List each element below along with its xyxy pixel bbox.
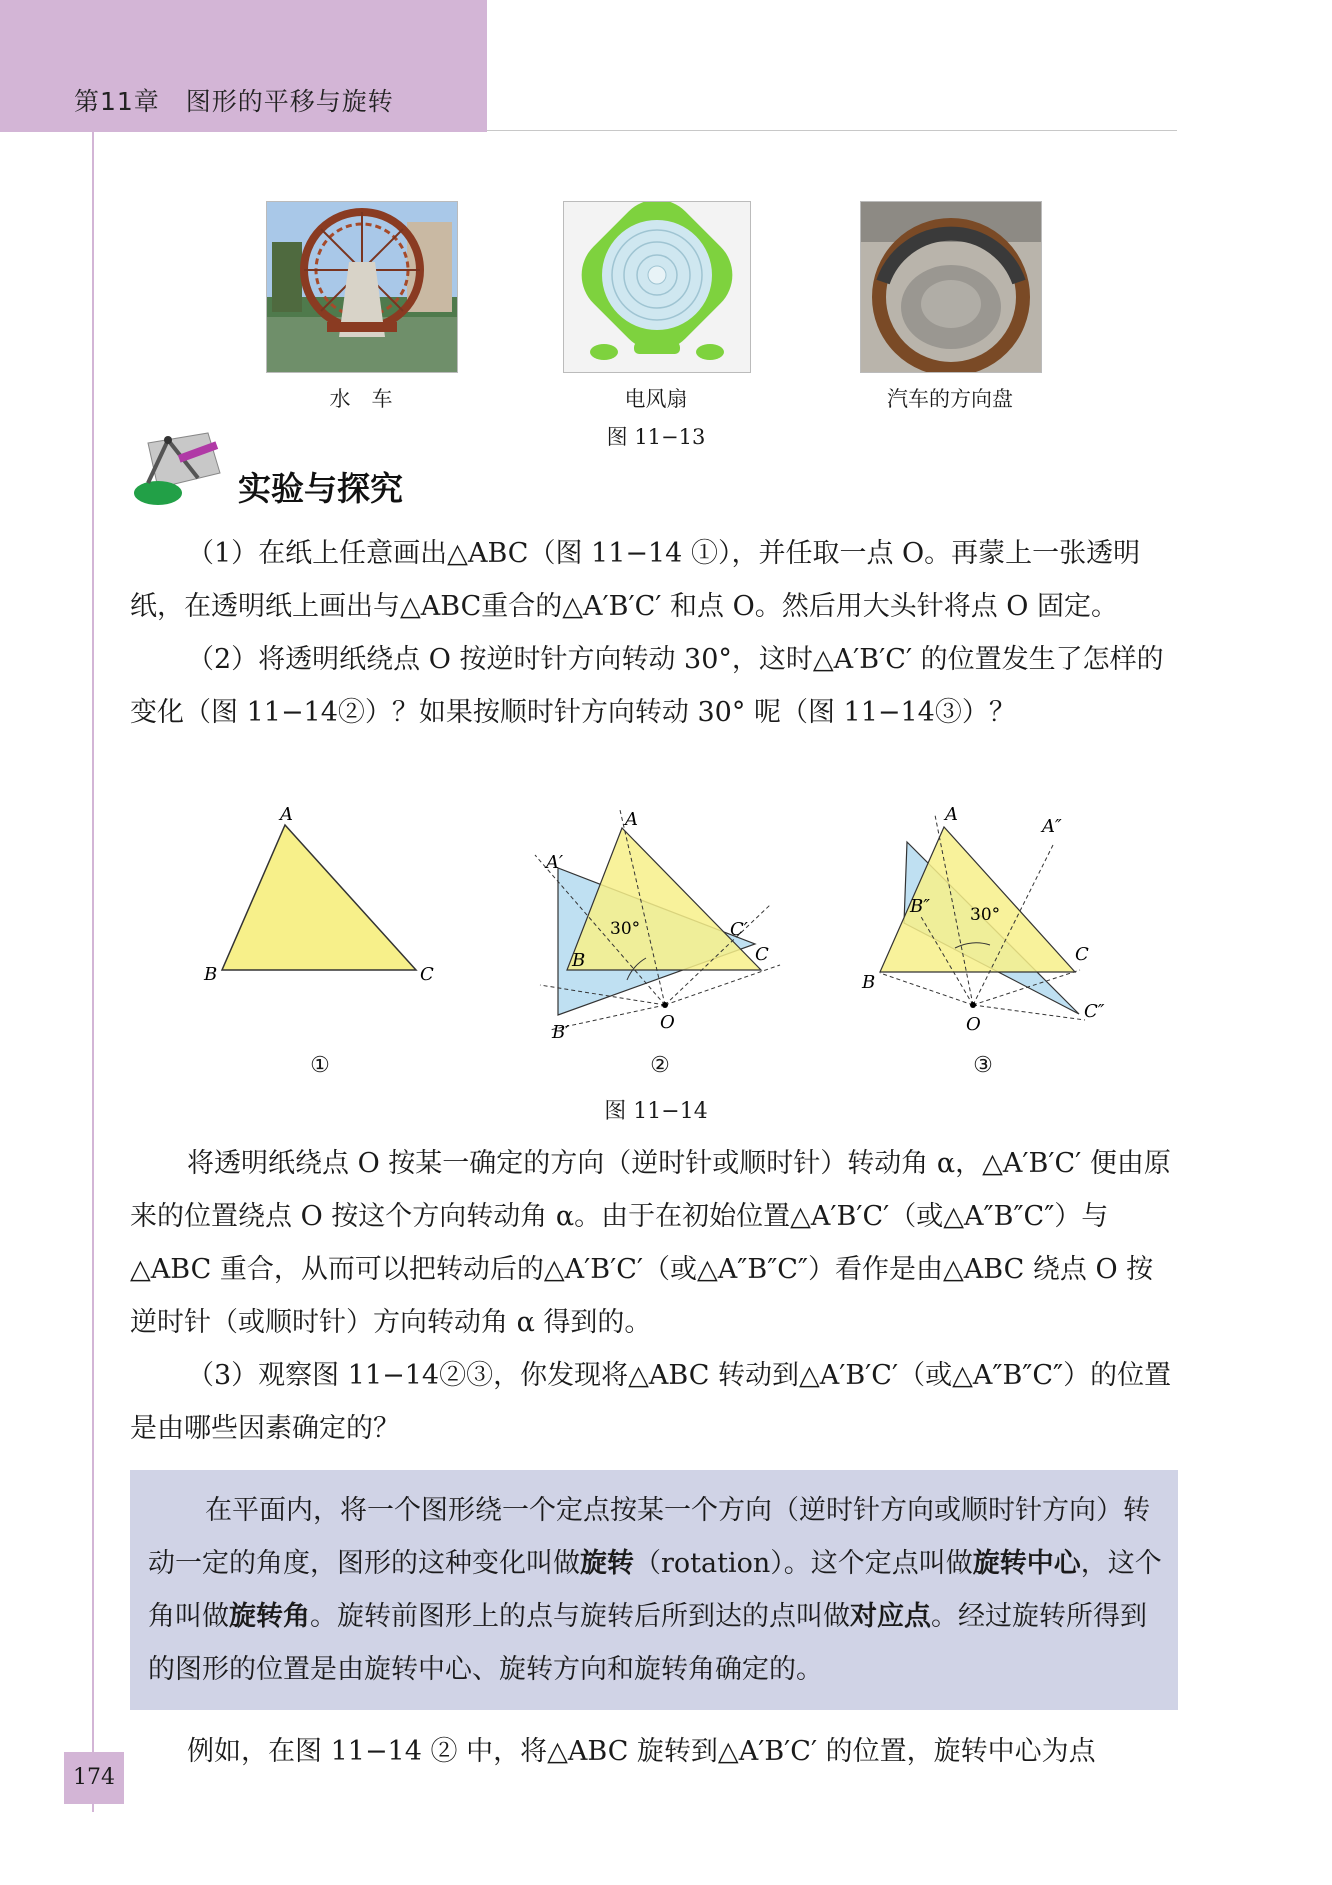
section-title: 实验与探究 [238,469,403,508]
svg-text:B: B [572,950,586,971]
drafting-tools-icon [128,428,224,510]
svg-text:C: C [1075,944,1089,965]
chapter-title: 第11章 图形的平移与旋转 [74,87,394,116]
paragraph: （1）在纸上任意画出△ABC（图 11−14 ①），并任取一点 O。再蒙上一张透明纸，在透明纸上画出与△ABC重合的△A′B′C′ 和点 O。然后用大头针将点 O 固定。 [130,538,1141,622]
term-rotation-center: 旋转中心 [972,1548,1081,1579]
svg-text:A′: A′ [546,852,564,873]
svg-text:O: O [660,1012,675,1033]
counterclockwise-rotation-diagram [535,809,780,1043]
paragraph-block [130,527,1178,739]
svg-text:A: A [945,804,958,825]
paragraph-block [130,1137,1178,1455]
page-number: 174 [64,1752,124,1804]
svg-text:B′: B′ [552,1022,570,1043]
figure-11-14 [180,800,1160,1130]
photo-caption: 汽车的方向盘 [887,387,1013,411]
svg-text:B: B [862,972,876,993]
steering-wheel-photo [860,201,1042,373]
sub-figure-label: ① [310,1053,330,1078]
svg-text:B″: B″ [910,896,930,917]
header-rule [487,130,1177,131]
svg-text:30°: 30° [970,905,1001,925]
term-rotation-angle: 旋转角 [229,1601,310,1632]
paragraph: （2）将透明纸绕点 O 按逆时针方向转动 30°，这时△A′B′C′ 的位置发生了怎样的变化（图 11−14②）？如果按顺时针方向转动 30° 呢（图 11−14③）？ [130,644,1164,728]
paragraph-block [130,1725,1178,1778]
paragraph: 将透明纸绕点 O 按某一确定的方向（逆时针或顺时针）转动角 α，△A′B′C′ 便由原来的位置绕点 O 按这个方向转动角 α。由于在初始位置△A′B′C′（或△A″B″C″）与△ABC 重合，从而可以把转动后的△A′B′C′（或△A″B″C″）看作是由△ABC 绕点 O 按逆时针（或顺时针）方向转动角 α 得到的。 [130,1148,1171,1338]
paragraph: 例如，在图 11−14 ② 中，将△ABC 旋转到△A′B′C′ 的位置，旋转中心为点 [187,1736,1096,1767]
term-rotation: 旋转 [580,1548,634,1579]
photo-caption: 水 车 [329,387,393,411]
photo-caption: 电风扇 [624,387,688,411]
electric-fan-photo [563,201,751,373]
definition-text: 在平面内，将一个图形绕一个定点按某一个方向（逆时针方向或顺时针方向）转动一定的角度，图形的这种变化叫做旋转（rotation）。这个定点叫做旋转中心，这个角叫做旋转角。旋转前图形上的点与旋转后所到达的点叫做对应点。经过旋转所得到的图形的位置是由旋转中心、旋转方向和旋转角确定的。 [148,1495,1162,1685]
svg-text:O: O [966,1014,981,1035]
term-corresponding-points: 对应点 [850,1601,931,1632]
svg-text:B: B [204,964,218,985]
svg-text:A: A [280,804,293,825]
clockwise-rotation-diagram [861,804,1105,1035]
figure-label: 图 11−14 [604,1099,708,1124]
svg-text:C″: C″ [1084,1001,1105,1022]
triangle-abc-diagram [203,804,434,985]
svg-text:30°: 30° [610,919,641,939]
margin-rule [92,132,94,1812]
sub-figure-label: ② [650,1053,670,1078]
sub-figure-label: ③ [973,1053,993,1078]
svg-text:A: A [625,809,638,830]
svg-text:C′: C′ [730,919,748,940]
water-wheel-photo [266,201,458,373]
figure-label: 图 11−13 [606,425,706,449]
svg-text:C: C [755,944,769,965]
svg-text:A″: A″ [1042,816,1062,837]
paragraph: （3）观察图 11−14②③，你发现将△ABC 转动到△A′B′C′（或△A″B″C″）的位置是由哪些因素确定的？ [130,1360,1172,1444]
svg-text:C: C [420,964,434,985]
